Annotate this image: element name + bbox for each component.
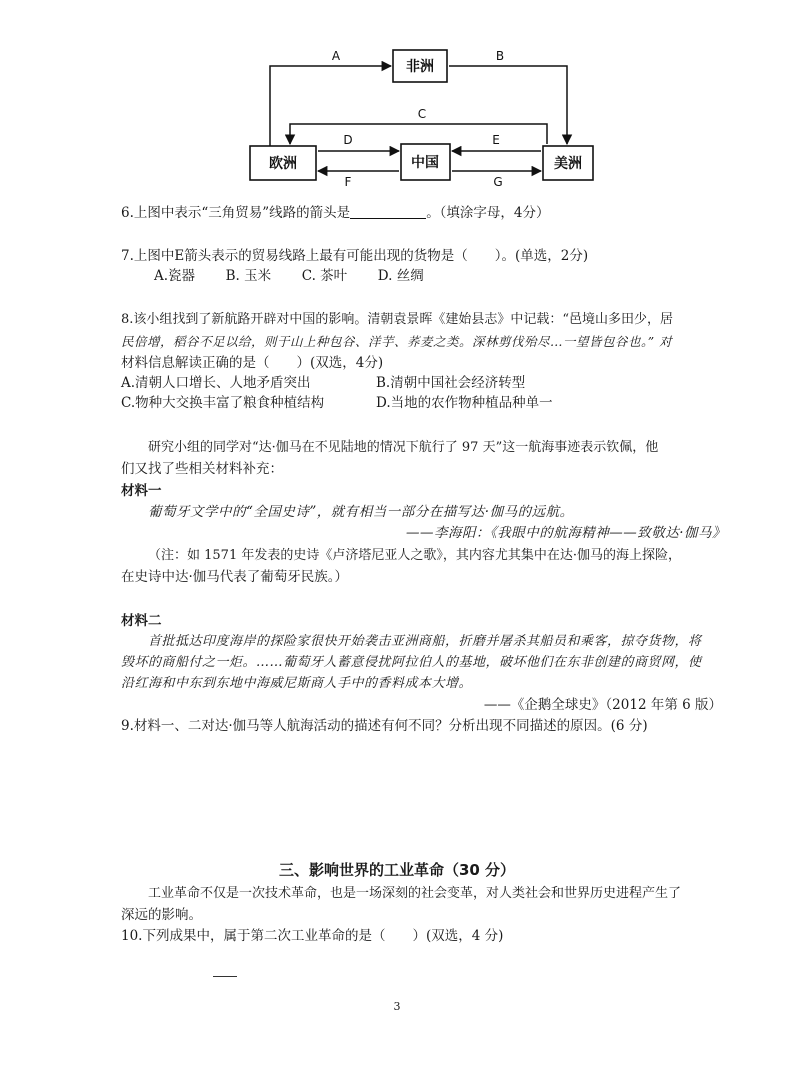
question-8-line-1: 8.该小组找到了新航路开辟对中国的影响。清朝袁景晖《建始县志》中记载：“邑境山多田少，居 <box>121 312 674 327</box>
material-1-quote: 葡萄牙文学中的“全国史诗”，就有相当一部分在描写达·伽马的远航。 <box>148 504 574 520</box>
material-1-title: 材料一 <box>121 483 162 499</box>
question-6-stem: 6.上图中表示“三角贸易”线路的箭头是 <box>121 205 351 221</box>
section-3-heading: 三、影响世界的工业革命（30 分） <box>278 861 516 879</box>
trade-route-diagram <box>240 40 600 190</box>
question-8-option-d: D.当地的农作物种植品种单一 <box>376 395 553 411</box>
arrow-a <box>270 66 391 146</box>
section-3-intro-line-2: 深远的影响。 <box>121 907 202 923</box>
question-8-line-2: 民倍增，稻谷不足以给，则于山上种包谷、洋芋、荞麦之类。深林剪伐殆尽…一望皆包谷也。” 对 <box>121 334 673 349</box>
material-2-source: ——《企鹅全球史》（2012 年第 6 版） <box>483 697 722 713</box>
material-1-note-line-1: （注：如 1571 年发表的史诗《卢济塔尼亚人之歌》，其内容尤其集中在达·伽马的海上探险， <box>148 548 681 563</box>
node-europe: 欧洲 <box>269 156 297 172</box>
option-a: A.瓷器 <box>154 268 196 284</box>
material-2-line-2: 毁坏的商船付之一炬。……葡萄牙人蓄意侵扰阿拉伯人的基地，破坏他们在东非创建的商贸网，使 <box>121 655 702 670</box>
arrow-b <box>449 66 567 144</box>
question-8-option-a: A.清朝人口增长、人地矛盾突出 <box>121 375 311 391</box>
option-d: D. 丝绸 <box>377 268 424 284</box>
material-2-line-1: 首批抵达印度海岸的探险家很快开始袭击亚洲商船，折磨并屠杀其船员和乘客，掠夺货物，将 <box>148 634 702 649</box>
label-a: A <box>331 49 341 63</box>
label-e: E <box>492 133 500 147</box>
label-b: B <box>495 49 505 63</box>
intro-line-2: 们又找了些相关材料补充： <box>121 461 283 477</box>
material-2-title: 材料二 <box>121 613 162 629</box>
question-8-option-c: C.物种大交换丰富了粮食种植结构 <box>121 395 325 411</box>
label-g: G <box>493 175 503 189</box>
question-7-options <box>154 266 424 286</box>
material-1-source: ——李海阳：《我眼中的航海精神——致敬达·伽马》 <box>405 525 726 541</box>
question-7-stem: 7.上图中E箭头表示的贸易线路上最有可能出现的货物是（ ）。(单选，2分) <box>121 248 589 264</box>
page-number: 3 <box>393 1000 401 1013</box>
node-africa: 非洲 <box>406 59 434 75</box>
scan-mark <box>213 976 237 977</box>
question-10: 10.下列成果中，属于第二次工业革命的是（ ）(双选，4 分) <box>121 928 504 944</box>
question-6 <box>121 203 550 223</box>
label-f: F <box>344 175 352 189</box>
material-2-line-3: 沿红海和中东到东地中海威尼斯商人手中的香料成本大增。 <box>121 676 473 691</box>
question-8-option-b: B.清朝中国社会经济转型 <box>376 375 526 391</box>
node-china: 中国 <box>411 155 439 171</box>
question-8-line-3: 材料信息解读正确的是（ ）(双选，4分) <box>121 355 384 371</box>
intro-line-1: 研究小组的同学对“达·伽马在不见陆地的情况下航行了 97 天”这一航海事迹表示钦佩，他 <box>148 440 659 455</box>
arrow-c <box>290 124 547 144</box>
material-1-note-line-2: 在史诗中达·伽马代表了葡萄牙民族。） <box>121 569 349 585</box>
section-3-intro-line-1: 工业革命不仅是一次技术革命，也是一场深刻的社会变革，对人类社会和世界历史进程产生了 <box>148 886 682 901</box>
node-america: 美洲 <box>554 156 582 172</box>
question-6-suffix: 。（填涂字母，4分） <box>426 205 550 221</box>
answer-blank[interactable] <box>350 204 426 219</box>
label-c: C <box>417 107 427 121</box>
option-b: B. 玉米 <box>225 268 272 284</box>
label-d: D <box>343 133 353 147</box>
question-9: 9.材料一、二对达·伽马等人航海活动的描述有何不同？分析出现不同描述的原因。(6 分) <box>121 718 648 734</box>
option-c: C. 茶叶 <box>301 268 348 284</box>
